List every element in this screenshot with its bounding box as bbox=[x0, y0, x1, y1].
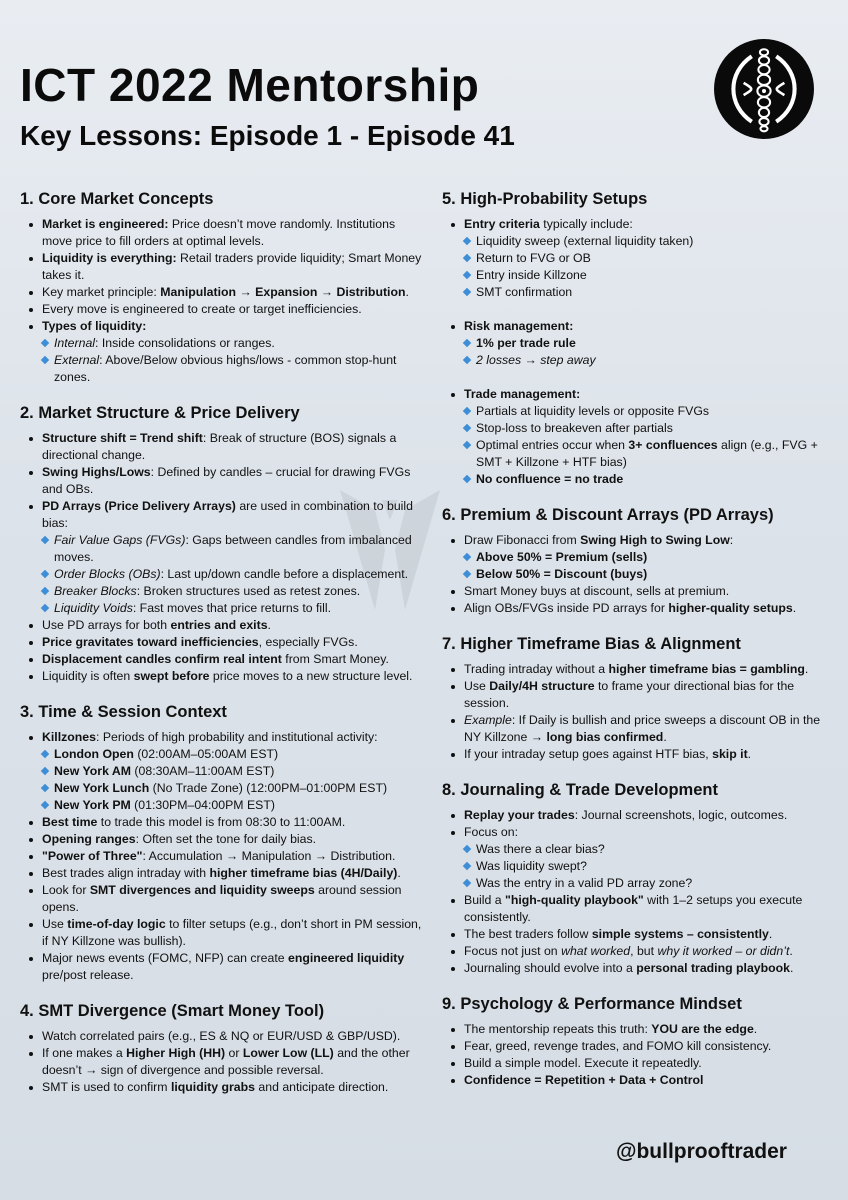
bold-text: Displacement candles confirm real intent bbox=[42, 652, 282, 666]
text: around session opens. bbox=[42, 883, 402, 914]
list-item bbox=[442, 807, 828, 824]
text: to trade this model is from 08:30 to 11:00AM. bbox=[97, 815, 346, 829]
text: . bbox=[792, 601, 797, 615]
text: : Gaps between candles from imbalanced moves. bbox=[54, 533, 412, 564]
list-item bbox=[20, 464, 422, 498]
sub-list-item bbox=[442, 250, 828, 267]
bold-text: Lower Low (LL) bbox=[242, 1046, 334, 1060]
list-item bbox=[442, 960, 828, 977]
text: (No Trade Zone) (12:00PM–01:00PM EST) bbox=[149, 781, 388, 795]
sub-list-item bbox=[20, 780, 422, 797]
bold-text: Swing High to Swing Low bbox=[580, 533, 730, 547]
bold-text: higher timeframe bias = gambling bbox=[608, 662, 805, 676]
sub-list-item bbox=[442, 335, 828, 352]
text: typically include: bbox=[539, 217, 633, 231]
section-psychology bbox=[442, 995, 828, 1089]
text: Journaling should evolve into a bbox=[464, 961, 637, 975]
section-title: 9. Psychology & Performance Mindset bbox=[442, 995, 742, 1013]
italic-text: Order Blocks (OBs) bbox=[54, 567, 161, 581]
sub-list-item bbox=[442, 284, 828, 301]
bold-text: "high-quality playbook" bbox=[505, 893, 644, 907]
diamond-icon bbox=[41, 339, 49, 347]
right-column bbox=[442, 190, 828, 1107]
text: or bbox=[225, 1046, 243, 1060]
text: . bbox=[267, 618, 271, 632]
text: Focus on: bbox=[464, 825, 518, 839]
text: . bbox=[768, 927, 773, 941]
list-item bbox=[20, 216, 422, 250]
section-journaling bbox=[442, 781, 828, 977]
bold-text: Above 50% = Premium (sells) bbox=[476, 550, 648, 564]
sub-list-item bbox=[442, 471, 828, 488]
text: Liquidity sweep (external liquidity taken) bbox=[476, 234, 694, 248]
text: align (e.g., FVG + SMT + Killzone + HTF bias) bbox=[476, 438, 818, 469]
text: Look for bbox=[42, 883, 90, 897]
bold-text: Swing Highs/Lows bbox=[42, 465, 151, 479]
list-item bbox=[20, 865, 422, 882]
sub-list-item bbox=[442, 352, 828, 369]
section-premium-discount bbox=[442, 506, 828, 617]
list-item bbox=[20, 916, 422, 950]
text: The best traders follow bbox=[464, 927, 592, 941]
text: , especially FVGs. bbox=[258, 635, 358, 649]
text: SMT confirmation bbox=[476, 285, 573, 299]
diamond-icon bbox=[463, 862, 471, 870]
list-item bbox=[442, 943, 828, 960]
diamond-icon bbox=[463, 356, 471, 364]
text: Optimal entries occur when bbox=[476, 438, 629, 452]
text: . bbox=[663, 730, 667, 744]
italic-text: Example bbox=[464, 713, 512, 727]
author-handle: @bullprooftrader bbox=[616, 1140, 787, 1163]
text: Price doesn’t move randomly. Institutions move price to fill orders at optimal levels. bbox=[42, 217, 396, 248]
section-title: 1. Core Market Concepts bbox=[20, 190, 214, 208]
diamond-icon bbox=[41, 536, 49, 544]
text: Liquidity is often bbox=[42, 669, 134, 683]
sub-list-item bbox=[20, 600, 422, 617]
bold-text: YOU are the edge bbox=[651, 1022, 754, 1036]
sub-list-item bbox=[20, 797, 422, 814]
sub-list-item bbox=[442, 858, 828, 875]
italic-text: Fair Value Gaps (FVGs) bbox=[54, 533, 186, 547]
bold-text: Below 50% = Discount (buys) bbox=[476, 567, 648, 581]
bold-text: New York PM bbox=[54, 798, 131, 812]
text: Partials at liquidity levels or opposite FVGs bbox=[476, 404, 710, 418]
bold-text: higher-quality setups bbox=[668, 601, 793, 615]
sub-list-item bbox=[442, 267, 828, 284]
italic-text: Liquidity Voids bbox=[54, 601, 133, 615]
list-item bbox=[442, 1055, 828, 1072]
diamond-icon bbox=[463, 271, 471, 279]
sub-list-item bbox=[442, 875, 828, 892]
list-item bbox=[442, 746, 828, 763]
diamond-icon bbox=[41, 604, 49, 612]
bold-text: 3+ confluences bbox=[628, 438, 718, 452]
bold-text: New York AM bbox=[54, 764, 131, 778]
page-title: ICT 2022 Mentorship bbox=[20, 59, 480, 111]
bold-text: Risk management: bbox=[464, 319, 574, 333]
text: Retail traders provide liquidity; Smart Money takes it. bbox=[42, 251, 422, 282]
diamond-icon bbox=[463, 441, 471, 449]
list-item bbox=[20, 617, 422, 634]
text: If your intraday setup goes against HTF bias, bbox=[464, 747, 713, 761]
diamond-icon bbox=[41, 767, 49, 775]
list-item bbox=[20, 831, 422, 848]
list-item bbox=[20, 301, 422, 318]
diamond-icon bbox=[463, 553, 471, 561]
list-item bbox=[442, 712, 828, 746]
bold-text: New York Lunch bbox=[54, 781, 150, 795]
section-core-market-concepts bbox=[20, 190, 422, 386]
bold-text: Daily/4H structure bbox=[489, 679, 595, 693]
text: : Accumulation → Manipulation → Distribution. bbox=[142, 849, 396, 863]
text: with 1–2 setups you execute consistently. bbox=[464, 893, 803, 924]
diamond-icon bbox=[41, 570, 49, 578]
bold-text: SMT divergences and liquidity sweeps bbox=[89, 883, 315, 897]
text: : Periods of high probability and institutional activity: bbox=[95, 730, 378, 744]
list-item bbox=[20, 250, 422, 284]
sub-list-item bbox=[20, 352, 422, 386]
text: : Break of structure (BOS) signals a directional change. bbox=[42, 431, 397, 462]
sub-list-item bbox=[20, 746, 422, 763]
list-item bbox=[442, 1072, 828, 1089]
bold-text: time-of-day logic bbox=[67, 917, 166, 931]
text: If one makes a bbox=[42, 1046, 127, 1060]
diamond-icon bbox=[463, 879, 471, 887]
text: . bbox=[753, 1022, 758, 1036]
text: Was the entry in a valid PD array zone? bbox=[476, 876, 693, 890]
diamond-icon bbox=[463, 845, 471, 853]
bold-text: Confidence = Repetition + Data + Control bbox=[464, 1073, 704, 1087]
list-item bbox=[20, 848, 422, 865]
section-title: 8. Journaling & Trade Development bbox=[442, 781, 718, 799]
text: price moves to a new structure level. bbox=[209, 669, 413, 683]
list-item bbox=[20, 729, 422, 746]
list-item bbox=[20, 318, 422, 335]
bold-text: Types of liquidity: bbox=[42, 319, 147, 333]
bold-text: Market is engineered: bbox=[42, 217, 169, 231]
italic-text: Internal bbox=[54, 336, 96, 350]
diamond-icon bbox=[41, 356, 49, 364]
left-column bbox=[20, 190, 422, 1114]
bold-text: engineered liquidity bbox=[288, 951, 405, 965]
list-item bbox=[20, 1079, 422, 1096]
text: : Journal screenshots, logic, outcomes. bbox=[574, 808, 788, 822]
italic-text: what worked bbox=[561, 944, 631, 958]
text: . bbox=[397, 866, 401, 880]
text: Major news events (FOMC, NFP) can create bbox=[42, 951, 289, 965]
list-item bbox=[442, 600, 828, 617]
bold-text: Price gravitates toward inefficiencies bbox=[42, 635, 259, 649]
bold-text: Trade management: bbox=[464, 387, 581, 401]
list-item bbox=[442, 1038, 828, 1055]
bold-text: Liquidity is everything: bbox=[42, 251, 177, 265]
text: to filter setups (e.g., don’t short in PM session, if NY Killzone was bullish). bbox=[42, 917, 422, 948]
text: Was liquidity swept? bbox=[476, 859, 587, 873]
text: pre/post release. bbox=[42, 968, 134, 982]
text: Use bbox=[464, 679, 490, 693]
section-title: 7. Higher Timeframe Bias & Alignment bbox=[442, 635, 741, 653]
bold-text: Opening ranges bbox=[42, 832, 136, 846]
text: are used in combination to build bias: bbox=[42, 499, 413, 530]
list-item bbox=[20, 814, 422, 831]
text: : Often set the tone for daily bias. bbox=[135, 832, 317, 846]
text: Draw Fibonacci from bbox=[464, 533, 581, 547]
text: : Last up/down candle before a displacement. bbox=[160, 567, 409, 581]
list-item bbox=[442, 926, 828, 943]
text: The mentorship repeats this truth: bbox=[464, 1022, 652, 1036]
list-item bbox=[442, 892, 828, 926]
text: from Smart Money. bbox=[281, 652, 389, 666]
italic-text: 2 losses → step away bbox=[476, 353, 596, 367]
text: Align OBs/FVGs inside PD arrays for bbox=[464, 601, 669, 615]
section-title: 6. Premium & Discount Arrays (PD Arrays) bbox=[442, 506, 774, 524]
list-item bbox=[442, 678, 828, 712]
bold-text: Replay your trades bbox=[464, 808, 575, 822]
bold-text: simple systems – consistently bbox=[591, 927, 769, 941]
bold-text: higher timeframe bias (4H/Daily) bbox=[209, 866, 398, 880]
bold-text: entries and exits bbox=[170, 618, 268, 632]
list-item bbox=[442, 661, 828, 678]
bold-text: 1% per trade rule bbox=[476, 336, 576, 350]
text: Watch correlated pairs (e.g., ES & NQ or EUR/USD & GBP/USD). bbox=[42, 1029, 401, 1043]
bold-text: liquidity grabs bbox=[170, 1080, 255, 1094]
sub-list-item bbox=[442, 841, 828, 858]
sub-list-item bbox=[20, 532, 422, 566]
diamond-icon bbox=[463, 475, 471, 483]
list-item bbox=[20, 634, 422, 651]
text: (02:00AM–05:00AM EST) bbox=[133, 747, 279, 761]
bold-text: Entry criteria bbox=[464, 217, 540, 231]
list-item bbox=[20, 498, 422, 532]
bold-text: Structure shift = Trend shift bbox=[42, 431, 203, 445]
text: Fear, greed, revenge trades, and FOMO kill consistency. bbox=[464, 1039, 772, 1053]
text: Stop-loss to breakeven after partials bbox=[476, 421, 673, 435]
sub-list-item bbox=[442, 566, 828, 583]
text: (08:30AM–11:00AM EST) bbox=[131, 764, 275, 778]
text: . bbox=[804, 662, 809, 676]
text: Key market principle: bbox=[42, 285, 161, 299]
text: : bbox=[729, 533, 734, 547]
list-item bbox=[442, 386, 828, 403]
text: and anticipate direction. bbox=[254, 1080, 389, 1094]
sub-list-item bbox=[442, 549, 828, 566]
diamond-icon bbox=[41, 750, 49, 758]
list-item bbox=[20, 284, 422, 301]
section-smt-divergence bbox=[20, 1002, 422, 1096]
bold-text: swept before bbox=[133, 669, 210, 683]
bold-text: Killzones bbox=[42, 730, 96, 744]
sub-list-item bbox=[20, 583, 422, 600]
bold-text: Higher High (HH) bbox=[126, 1046, 226, 1060]
list-item bbox=[20, 1045, 422, 1079]
text: Smart Money buys at discount, sells at premium. bbox=[464, 584, 730, 598]
bold-text: Manipulation → Expansion → Distribution bbox=[160, 285, 406, 299]
section-time-session bbox=[20, 703, 422, 984]
diamond-icon bbox=[463, 339, 471, 347]
text: Focus not just on bbox=[464, 944, 562, 958]
sub-list-item bbox=[442, 403, 828, 420]
sub-list-item bbox=[20, 763, 422, 780]
sub-list-item bbox=[442, 233, 828, 250]
text: Entry inside Killzone bbox=[476, 268, 587, 282]
bold-text: London Open bbox=[54, 747, 134, 761]
diamond-icon bbox=[41, 587, 49, 595]
text: . bbox=[405, 285, 409, 299]
sub-list-item bbox=[442, 437, 828, 471]
text: SMT is used to confirm bbox=[42, 1080, 171, 1094]
list-item bbox=[20, 1028, 422, 1045]
list-item bbox=[442, 216, 828, 233]
text: : Above/Below obvious highs/lows - common stop-hunt zones. bbox=[54, 353, 397, 384]
italic-text: Breaker Blocks bbox=[54, 584, 137, 598]
text: Build a simple model. Execute it repeatedly. bbox=[464, 1056, 702, 1070]
list-item bbox=[20, 882, 422, 916]
text: : Broken structures used as retest zones. bbox=[136, 584, 361, 598]
text: Return to FVG or OB bbox=[476, 251, 591, 265]
section-title: 3. Time & Session Context bbox=[20, 703, 227, 721]
text: Use PD arrays for both bbox=[42, 618, 171, 632]
sub-list-item bbox=[20, 566, 422, 583]
text: . bbox=[790, 961, 794, 975]
text: to frame your directional bias for the session. bbox=[464, 679, 795, 710]
section-title: 4. SMT Divergence (Smart Money Tool) bbox=[20, 1002, 325, 1020]
text: : Fast moves that price returns to fill. bbox=[132, 601, 332, 615]
list-item bbox=[442, 532, 828, 549]
diamond-icon bbox=[463, 237, 471, 245]
text: Trading intraday without a bbox=[464, 662, 609, 676]
ornate-emblem-icon bbox=[713, 38, 815, 140]
sub-list-item bbox=[442, 420, 828, 437]
section-htf-bias bbox=[442, 635, 828, 763]
list-item bbox=[442, 583, 828, 600]
text: (01:30PM–04:00PM EST) bbox=[130, 798, 275, 812]
section-market-structure bbox=[20, 404, 422, 685]
bold-text: Best time bbox=[42, 815, 98, 829]
bold-text: PD Arrays (Price Delivery Arrays) bbox=[42, 499, 236, 513]
diamond-icon bbox=[463, 254, 471, 262]
list-item bbox=[442, 318, 828, 335]
text: Build a bbox=[464, 893, 506, 907]
text: : Inside consolidations or ranges. bbox=[95, 336, 275, 350]
text: , but bbox=[630, 944, 658, 958]
section-title: 2. Market Structure & Price Delivery bbox=[20, 404, 300, 422]
text: . bbox=[789, 944, 793, 958]
bold-text: personal trading playbook bbox=[636, 961, 791, 975]
list-item bbox=[20, 668, 422, 685]
bold-text: No confluence = no trade bbox=[476, 472, 624, 486]
list-item bbox=[20, 651, 422, 668]
bold-text: skip it bbox=[712, 747, 748, 761]
diamond-icon bbox=[463, 424, 471, 432]
list-item bbox=[442, 824, 828, 841]
italic-text: External bbox=[54, 353, 100, 367]
section-high-probability-setups bbox=[442, 190, 828, 488]
text: Best trades align intraday with bbox=[42, 866, 210, 880]
text: Use bbox=[42, 917, 68, 931]
bold-text: "Power of Three" bbox=[42, 849, 143, 863]
diamond-icon bbox=[463, 407, 471, 415]
text: . bbox=[747, 747, 752, 761]
section-title: 5. High-Probability Setups bbox=[442, 190, 648, 208]
diamond-icon bbox=[463, 570, 471, 578]
text: Was there a clear bias? bbox=[476, 842, 605, 856]
text: and the other doesn’t → sign of divergence and possible reversal. bbox=[42, 1046, 410, 1077]
text: : If Daily is bullish and price sweeps a discount OB in the NY Killzone → bbox=[464, 713, 821, 744]
list-item bbox=[20, 950, 422, 984]
list-item bbox=[20, 430, 422, 464]
diamond-icon bbox=[41, 801, 49, 809]
page-subtitle: Key Lessons: Episode 1 - Episode 41 bbox=[20, 120, 515, 151]
text: Every move is engineered to create or target inefficiencies. bbox=[42, 302, 362, 316]
bold-text: long bias confirmed bbox=[546, 730, 664, 744]
text: : Defined by candles – crucial for drawing FVGs and OBs. bbox=[42, 465, 411, 496]
list-item bbox=[442, 1021, 828, 1038]
sub-list-item bbox=[20, 335, 422, 352]
diamond-icon bbox=[463, 288, 471, 296]
italic-text: why it worked – or didn’t bbox=[657, 944, 790, 958]
diamond-icon bbox=[41, 784, 49, 792]
